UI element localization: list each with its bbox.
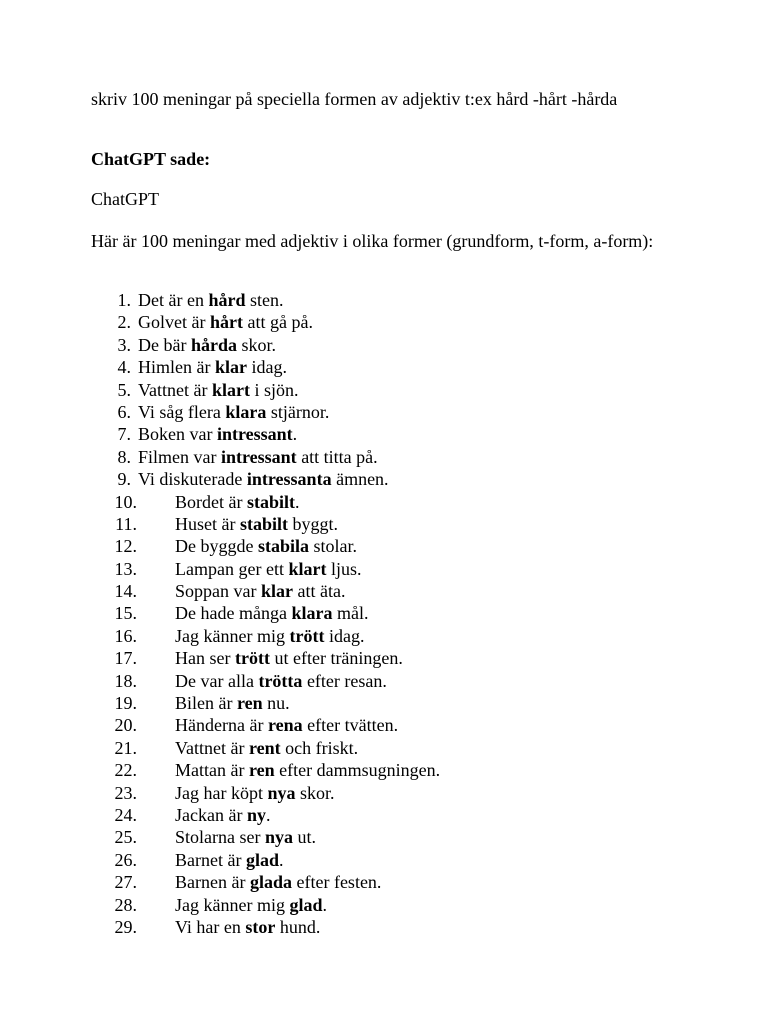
sentence-text: Mattan är — [175, 760, 249, 781]
user-prompt: skriv 100 meningar på speciella formen av adjektiv t:ex hård -hårt -hårda — [91, 89, 618, 109]
sentence-text: Stolarna ser — [175, 827, 265, 848]
list-item-sentence — [175, 759, 440, 781]
sentence-text: Vi diskuterade — [138, 469, 247, 490]
list-item-number: 14. — [114, 581, 137, 602]
sentence-text: De bär — [138, 334, 191, 355]
adjective-form: ren — [248, 760, 275, 781]
adjective-form: nya — [264, 827, 293, 848]
list-item — [91, 871, 691, 893]
list-item — [91, 625, 691, 647]
response-heading: ChatGPT sade: — [91, 149, 211, 169]
sentence-text: ämnen. — [331, 469, 389, 490]
list-item-sentence — [138, 379, 298, 401]
sentence-text: att titta på. — [296, 446, 378, 467]
sentence-text: Boken var — [138, 424, 217, 445]
list-item-sentence — [175, 558, 361, 580]
list-item-number: 10. — [114, 491, 137, 512]
list-item-sentence — [138, 289, 283, 311]
sentence-text: Bilen är — [175, 693, 237, 714]
adjective-form: glad — [289, 894, 323, 915]
list-item-sentence — [175, 602, 368, 624]
list-item-number: 25. — [114, 827, 137, 848]
list-item-number: 16. — [114, 625, 137, 646]
list-item-sentence — [138, 401, 329, 423]
assistant-label: ChatGPT — [91, 189, 160, 209]
list-item-number: 4. — [117, 357, 131, 378]
sentence-text: nu. — [262, 693, 290, 714]
list-item-number: 2. — [117, 312, 131, 333]
sentence-text: De hade många — [175, 603, 292, 624]
sentence-text: Vattnet är — [138, 379, 212, 400]
sentence-text: stjärnor. — [266, 401, 330, 422]
list-item-sentence — [138, 311, 313, 333]
list-item-sentence — [175, 491, 300, 513]
list-item — [91, 311, 691, 333]
adjective-form: klart — [211, 379, 250, 400]
list-item-sentence — [138, 423, 297, 445]
sentence-text: Vi har en — [175, 916, 246, 937]
sentence-text: . — [322, 894, 327, 915]
list-item-sentence — [175, 849, 283, 871]
list-item-number: 6. — [117, 401, 131, 422]
sentence-text: i sjön. — [249, 379, 299, 400]
adjective-form: rena — [267, 715, 303, 736]
list-item — [91, 670, 691, 692]
sentence-text: Vattnet är — [175, 737, 249, 758]
list-item-sentence — [175, 714, 398, 736]
list-item-number: 22. — [114, 760, 137, 781]
list-item-sentence — [175, 894, 327, 916]
list-item-number: 1. — [117, 290, 131, 310]
list-item — [91, 558, 691, 580]
adjective-form: trött — [289, 625, 325, 646]
list-item-sentence — [138, 468, 389, 490]
sentence-text: Jackan är — [175, 804, 247, 825]
sentence-text: ut. — [293, 827, 317, 848]
adjective-form: klart — [288, 558, 327, 579]
sentence-text: mål. — [332, 603, 369, 624]
list-item — [91, 714, 691, 736]
sentence-text: ut efter träningen. — [269, 648, 403, 669]
adjective-form: nya — [267, 782, 296, 803]
list-item — [91, 334, 691, 356]
list-item — [91, 826, 691, 848]
list-item-sentence — [175, 535, 357, 557]
list-item-sentence — [138, 446, 378, 468]
sentence-text: efter tvätten. — [302, 715, 399, 736]
list-item-number: 11. — [115, 513, 137, 534]
adjective-form: intressant — [221, 446, 297, 467]
list-item-sentence — [175, 647, 403, 669]
list-item — [91, 692, 691, 714]
list-item — [91, 849, 691, 871]
list-item — [91, 356, 691, 378]
adjective-form: rent — [248, 737, 281, 758]
sentence-text: Händerna är — [175, 715, 268, 736]
response-intro: Här är 100 meningar med adjektiv i olika former (grundform, t-form, a-form): — [91, 231, 654, 251]
sentence-text: De var alla — [175, 670, 259, 691]
list-item — [91, 804, 691, 826]
adjective-form: stor — [245, 916, 276, 937]
sentence-text: att äta. — [293, 581, 346, 602]
list-item — [91, 513, 691, 535]
list-item-number: 8. — [117, 446, 131, 467]
adjective-form: klar — [214, 357, 247, 378]
list-item-number: 3. — [117, 334, 131, 355]
sentence-text: Huset är — [175, 513, 240, 534]
sentence-text: idag. — [247, 357, 287, 378]
sentence-text: Filmen var — [138, 446, 221, 467]
list-item-sentence — [175, 625, 364, 647]
sentence-text: Vi såg flera — [138, 401, 226, 422]
list-item-number: 23. — [114, 782, 137, 803]
list-item-number: 19. — [114, 693, 137, 714]
adjective-form: klara — [225, 401, 267, 422]
list-item-number: 24. — [114, 804, 137, 825]
list-item-sentence — [175, 670, 387, 692]
sentence-text: Golvet är — [138, 312, 210, 333]
list-item-sentence — [138, 334, 276, 356]
list-item — [91, 894, 691, 916]
adjective-form: hård — [208, 290, 246, 310]
adjective-form: stabilt — [246, 491, 295, 512]
list-item — [91, 468, 691, 490]
list-item-number: 17. — [114, 648, 137, 669]
list-item-sentence — [175, 692, 290, 714]
list-item — [91, 379, 691, 401]
adjective-form: hårt — [209, 312, 243, 333]
adjective-form: intressanta — [246, 469, 332, 490]
list-item — [91, 580, 691, 602]
list-item-sentence — [138, 356, 287, 378]
sentence-text: efter festen. — [291, 872, 382, 893]
sentence-list — [91, 289, 691, 938]
adjective-form: klara — [291, 603, 333, 624]
adjective-form: klar — [260, 581, 293, 602]
sentence-text: Det är en — [138, 290, 209, 310]
sentence-text: Himlen är — [138, 357, 215, 378]
sentence-text: . — [295, 491, 300, 512]
list-item — [91, 782, 691, 804]
list-item — [91, 401, 691, 423]
adjective-form: ny — [246, 804, 266, 825]
sentence-text: Han ser — [175, 648, 235, 669]
sentence-text: att gå på. — [242, 312, 313, 333]
adjective-form: glad — [245, 849, 279, 870]
list-item-number: 13. — [114, 558, 137, 579]
adjective-form: stabilt — [239, 513, 288, 534]
list-item-number: 18. — [114, 670, 137, 691]
sentence-text: efter resan. — [302, 670, 387, 691]
adjective-form: ren — [236, 693, 263, 714]
sentence-text: och friskt. — [280, 737, 359, 758]
sentence-text: Bordet är — [175, 491, 247, 512]
list-item-sentence — [175, 737, 358, 759]
list-item-number: 28. — [114, 894, 137, 915]
sentence-text: . — [278, 849, 284, 870]
list-item-number: 5. — [117, 379, 131, 400]
sentence-text: skor. — [295, 782, 335, 803]
sentence-text: efter dammsugningen. — [274, 760, 441, 781]
list-item — [91, 602, 691, 624]
sentence-text: byggt. — [288, 513, 339, 534]
adjective-form: intressant — [216, 424, 293, 445]
list-item-number: 27. — [114, 872, 137, 893]
list-item — [91, 647, 691, 669]
list-item-number: 7. — [117, 424, 131, 445]
list-item-sentence — [175, 826, 316, 848]
list-item-sentence — [175, 804, 270, 826]
sentence-text: idag. — [324, 625, 365, 646]
sentence-text: Lampan ger ett — [175, 558, 289, 579]
sentence-text: Jag känner mig — [175, 625, 290, 646]
list-item-number: 15. — [114, 603, 137, 624]
list-item-sentence — [175, 513, 338, 535]
sentence-text: Soppan var — [175, 581, 261, 602]
list-item-sentence — [175, 580, 345, 602]
list-item-number: 29. — [114, 916, 137, 937]
list-item-number: 26. — [114, 849, 137, 870]
adjective-form: glada — [249, 872, 292, 893]
sentence-text: Jag har köpt — [175, 782, 268, 803]
list-item — [91, 916, 691, 938]
sentence-text: Barnen är — [175, 872, 250, 893]
list-item-sentence — [175, 916, 320, 938]
adjective-form: trötta — [258, 670, 303, 691]
list-item-number: 9. — [117, 469, 131, 490]
list-item-sentence — [175, 782, 335, 804]
list-item — [91, 737, 691, 759]
sentence-text: ljus. — [326, 558, 362, 579]
adjective-form: trött — [234, 648, 270, 669]
list-item-number: 20. — [114, 715, 137, 736]
list-item — [91, 491, 691, 513]
sentence-text: . — [292, 424, 298, 445]
sentence-text: hund. — [275, 916, 321, 937]
sentence-text: sten. — [245, 290, 284, 310]
list-item — [91, 535, 691, 557]
sentence-text: Barnet är — [175, 849, 246, 870]
list-item-sentence — [175, 871, 381, 893]
sentence-text: stolar. — [309, 536, 357, 557]
list-item — [91, 423, 691, 445]
adjective-form: hårda — [190, 334, 237, 355]
sentence-text: skor. — [237, 334, 277, 355]
list-item — [91, 289, 691, 311]
list-item — [91, 446, 691, 468]
sentence-text: De byggde — [175, 536, 258, 557]
sentence-text: . — [265, 804, 271, 825]
sentence-text: Jag känner mig — [175, 894, 290, 915]
list-item-number: 21. — [114, 737, 137, 758]
list-item — [91, 759, 691, 781]
list-item-number: 12. — [114, 536, 137, 557]
adjective-form: stabila — [257, 536, 309, 557]
